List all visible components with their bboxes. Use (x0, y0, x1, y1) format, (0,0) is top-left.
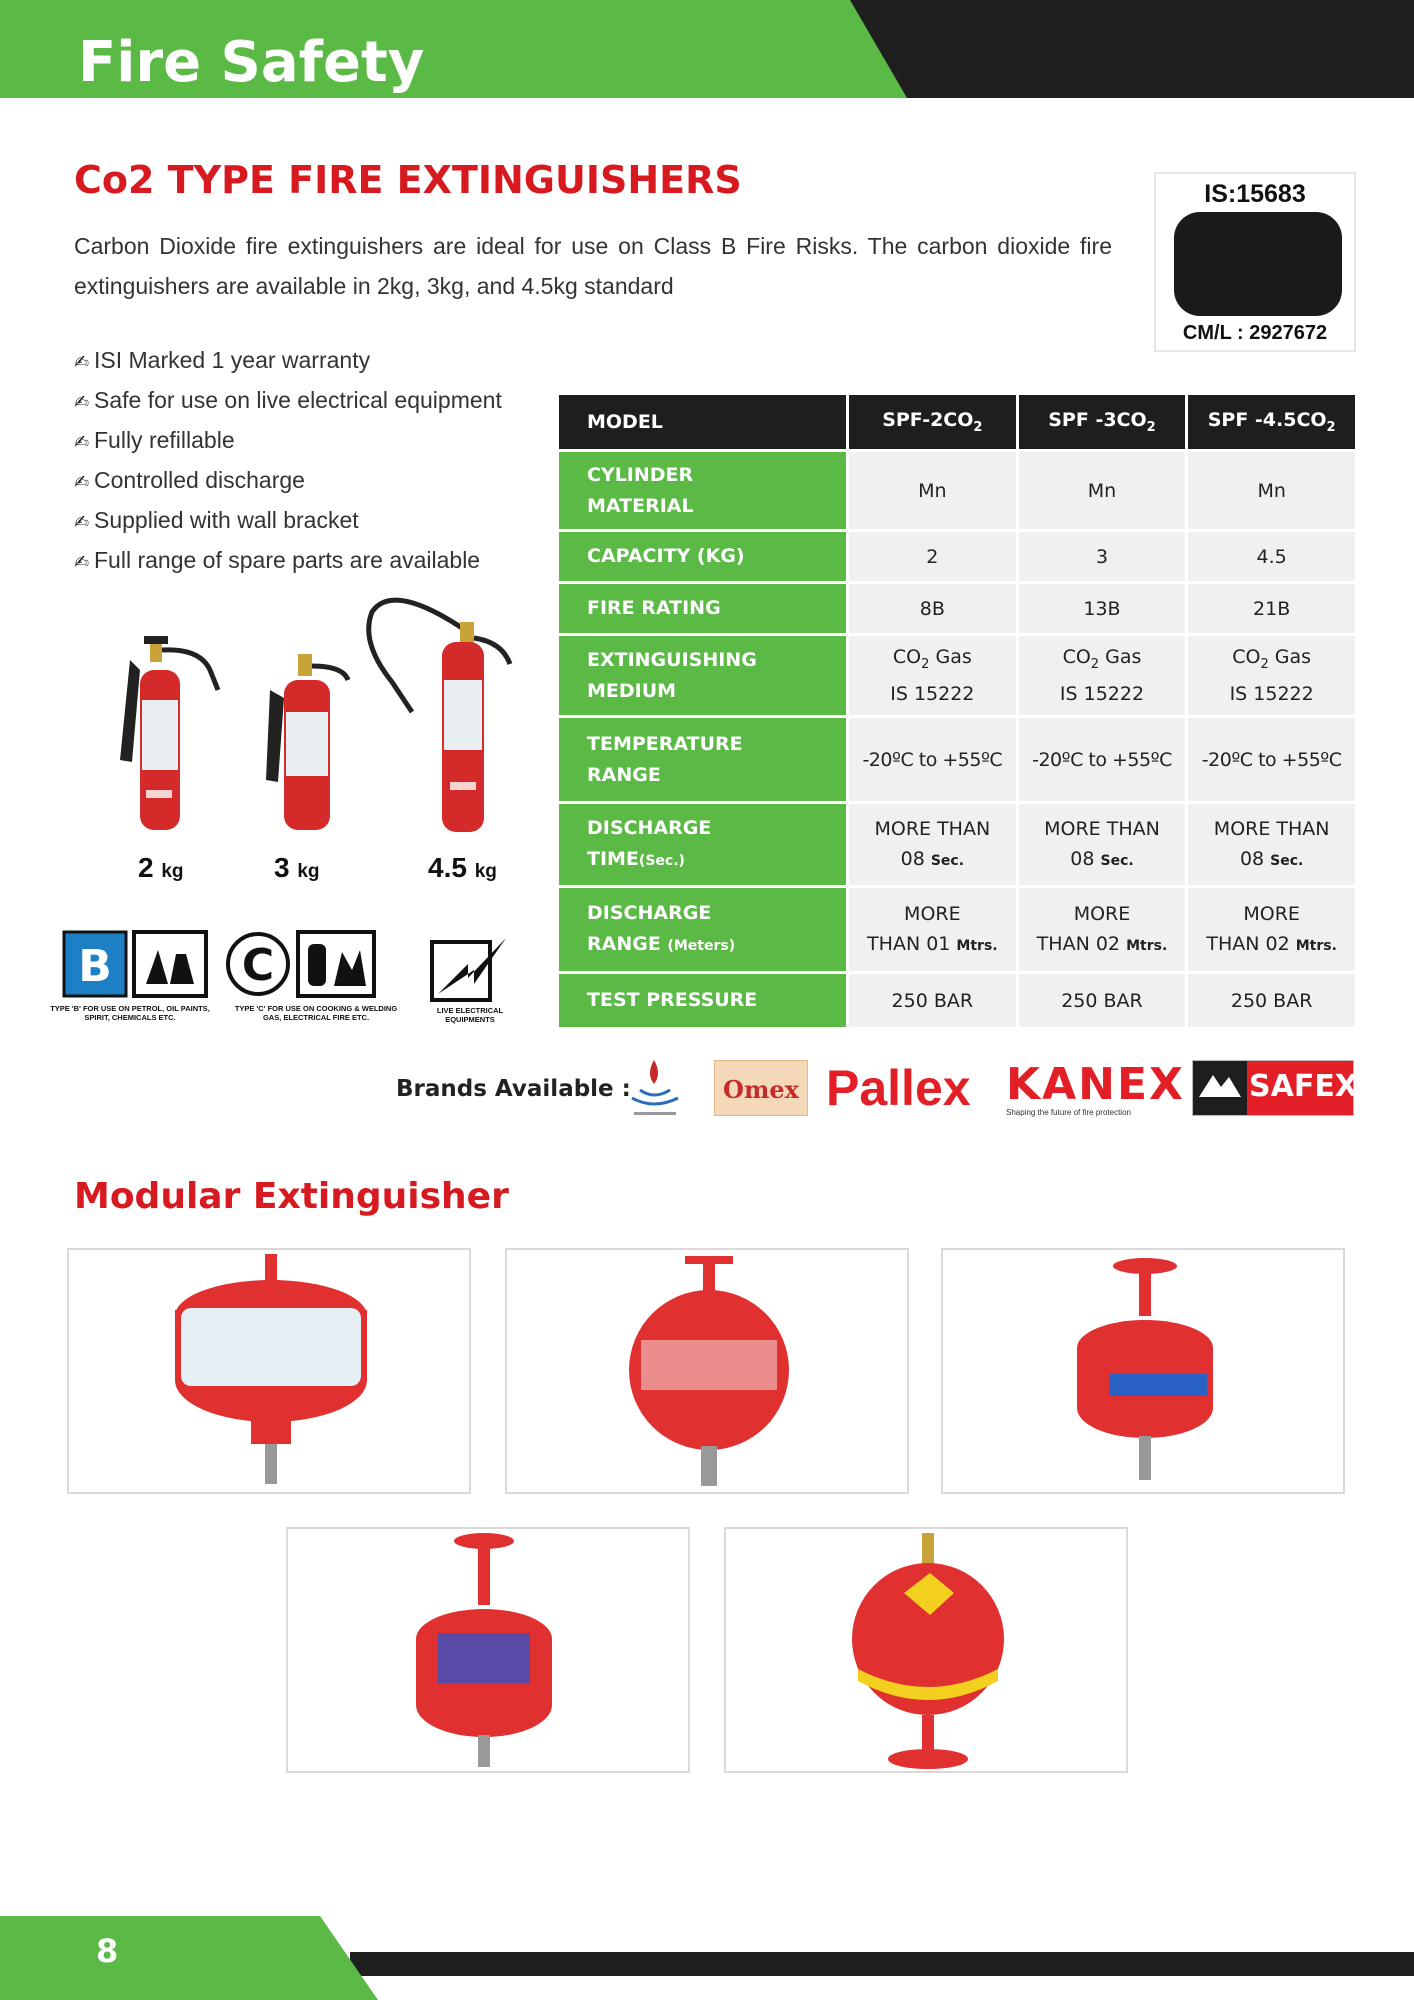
page-title: Fire Safety (78, 30, 425, 95)
row-label-test-pressure: TEST PRESSURE (558, 973, 848, 1029)
check-icon: ✍ (74, 352, 90, 372)
table-cell: MORE THAN 02 Mtrs. (1017, 887, 1187, 973)
brands-label: Brands Available : (396, 1076, 631, 1102)
modular-extinguisher-image-1 (67, 1248, 471, 1494)
class-c-icon (226, 930, 378, 1002)
table-cell: $CO_2$ Gas IS 15222 (1187, 635, 1357, 717)
table-cell: -20ºC to +55ºC (1017, 717, 1187, 803)
class-b-icon (62, 930, 210, 1002)
feature-item: ✍ Full range of spare parts are available (74, 542, 502, 582)
feature-item: ✍ Fully refillable (74, 422, 502, 462)
page-number: 8 (96, 1932, 119, 1970)
class-c-note: TYPE 'C' FOR USE ON COOKING & WELDING GAS, ELECTRICAL FIRE ETC. (234, 1004, 398, 1022)
modular-section-title: Modular Extinguisher (74, 1176, 509, 1217)
table-cell: 8B (848, 583, 1018, 635)
size-label-3kg: 3 kg (274, 852, 320, 883)
row-label-cylinder-material: CYLINDER MATERIAL (558, 451, 848, 531)
table-cell: 4.5 (1187, 531, 1357, 583)
isi-mark-image (1174, 212, 1342, 316)
row-label-extinguishing-medium: EXTINGUISHING MEDIUM (558, 635, 848, 717)
table-cell: MORE THAN 08 Sec. (1187, 803, 1357, 887)
brand-logo-omex: Omex (714, 1060, 808, 1116)
electrical-class-note: LIVE ELECTRICAL EQUIPMENTS (436, 1006, 504, 1024)
co2-4-5kg-extinguisher-image (352, 572, 522, 837)
table-row (558, 973, 1357, 1029)
table-cell: $CO_2$ Gas IS 15222 (1017, 635, 1187, 717)
size-label-4-5kg: 4.5 kg (428, 852, 497, 883)
row-label-temperature-range: TEMPERATURE RANGE (558, 717, 848, 803)
check-icon: ✍ (74, 512, 90, 532)
table-cell: 2 (848, 531, 1018, 583)
table-row (558, 635, 1357, 717)
table-cell: -20ºC to +55ºC (1187, 717, 1357, 803)
brand-logo-safex: SAFEX (1192, 1060, 1354, 1116)
co2-section-title: Co2 TYPE FIRE EXTINGUISHERS (74, 158, 742, 202)
isi-standard: IS:15683 (1204, 180, 1306, 208)
modular-extinguisher-image-2 (505, 1248, 909, 1494)
table-row (558, 531, 1357, 583)
table-cell: 21B (1187, 583, 1357, 635)
svg-text:C: C (241, 940, 275, 991)
check-icon: ✍ (74, 392, 90, 412)
modular-extinguisher-image-5 (724, 1527, 1128, 1773)
table-row (558, 451, 1357, 531)
table-cell: Mn (1017, 451, 1187, 531)
table-row (558, 887, 1357, 973)
footer-dark-band (350, 1952, 1414, 1976)
table-cell: Mn (848, 451, 1018, 531)
feature-item: ✍ Safe for use on live electrical equipment (74, 382, 502, 422)
table-cell: -20ºC to +55ºC (848, 717, 1018, 803)
table-cell: MORE THAN 01 Mtrs. (848, 887, 1018, 973)
feature-item: ✍ ISI Marked 1 year warranty (74, 342, 502, 382)
check-icon: ✍ (74, 472, 90, 492)
row-label-capacity: CAPACITY (KG) (558, 531, 848, 583)
table-cell: MORE THAN 02 Mtrs. (1187, 887, 1357, 973)
header-dark-band (850, 0, 1414, 98)
table-cell: MORE THAN 08 Sec. (1017, 803, 1187, 887)
co2-2kg-extinguisher-image (100, 630, 230, 835)
mountain-icon (1197, 1069, 1243, 1099)
table-cell: 250 BAR (848, 973, 1018, 1029)
isi-licence: CM/L : 2927672 (1182, 322, 1328, 344)
table-header-spf-3co2: SPF $-3CO_2$ (1017, 394, 1187, 451)
table-header-spf-2co2: SPF-$2CO_2$ (848, 394, 1018, 451)
check-icon: ✍ (74, 432, 90, 452)
row-label-fire-rating: FIRE RATING (558, 583, 848, 635)
brand-logo-flame (618, 1054, 692, 1120)
co2-spec-table (556, 392, 1358, 1030)
table-cell: $CO_2$ Gas IS 15222 (848, 635, 1018, 717)
row-label-discharge-time: DISCHARGE TIME(Sec.) (558, 803, 848, 887)
class-b-note: TYPE 'B' FOR USE ON PETROL, OIL PAINTS, SPIRIT, CHEMICALS ETC. (50, 1004, 210, 1022)
feature-item: ✍ Controlled discharge (74, 462, 502, 502)
table-cell: Mn (1187, 451, 1357, 531)
svg-text:B: B (78, 941, 112, 992)
row-label-discharge-range: DISCHARGE RANGE (Meters) (558, 887, 848, 973)
brand-logo-pallex: Pallex (826, 1060, 971, 1116)
footer-green-band (0, 1916, 378, 2000)
table-row (558, 803, 1357, 887)
modular-extinguisher-image-3 (941, 1248, 1345, 1494)
co2-3kg-extinguisher-image (248, 650, 368, 835)
table-header-spf-4-5co2: SPF $-4.5CO_2$ (1187, 394, 1357, 451)
co2-intro-text: Carbon Dioxide fire extinguishers are ideal for use on Class B Fire Risks. The carbon dioxide fire extinguishers are available in 2kg, 3kg, and 4.5kg standard (74, 233, 1112, 299)
table-row (558, 717, 1357, 803)
table-cell: 250 BAR (1017, 973, 1187, 1029)
table-header-model: MODEL (558, 394, 848, 451)
table-header-row (558, 394, 1357, 451)
feature-item: ✍ Supplied with wall bracket (74, 502, 502, 542)
table-cell: 250 BAR (1187, 973, 1357, 1029)
table-cell: 3 (1017, 531, 1187, 583)
brand-logo-kanex: KANEX Shaping the future of fire protection (1006, 1059, 1185, 1117)
size-label-2kg: 2 kg (138, 852, 184, 883)
modular-extinguisher-image-4 (286, 1527, 690, 1773)
table-cell: MORE THAN 08 Sec. (848, 803, 1018, 887)
feature-list (74, 342, 502, 582)
check-icon: ✍ (74, 552, 90, 572)
electrical-class-icon (428, 934, 512, 1004)
table-row (558, 583, 1357, 635)
table-cell: 13B (1017, 583, 1187, 635)
isi-certification-badge (1154, 172, 1356, 352)
